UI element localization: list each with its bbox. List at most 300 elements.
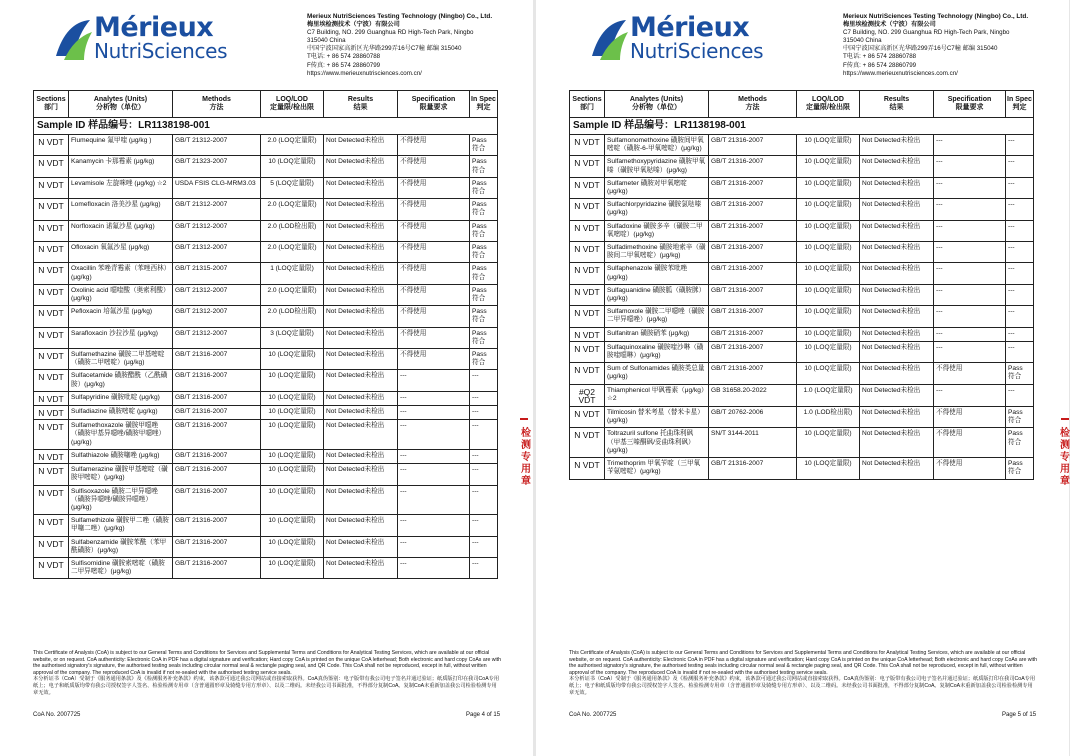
loq-cell: 10 (LOQ定量限) <box>797 458 860 478</box>
in-spec-cell: --- <box>472 538 479 546</box>
table-row <box>34 199 497 220</box>
spec-cell: --- <box>398 464 470 484</box>
company-address <box>843 13 1063 78</box>
analyte-cell: Sulfabenzamide 磺胺苯酰（苯甲酰磺胺）(μg/kg) <box>69 537 173 557</box>
spec-cell: 不得使用 <box>398 242 470 262</box>
table-row <box>570 328 1033 342</box>
analyte-cell: Sulfisoxazole 磺胺二甲异噁唑（磺胺异噁唑/磺胺异噁唑）(μg/kg) <box>69 486 173 515</box>
footer-cn: 本分析证书（CoA）受制于《服务通用条款》及《检测服务补充条款》约束，该条款可通过我公司网站或直接索取获得。CoA真伪鉴别：电子版带有我公司电子签名并通过验证；纸质版打印在我司CoA专用纸上；电子和纸质版均带有我公司授权签字人签名、检验检测专用章（含普通圆形章及骑缝专用方形章）、以及二维码。未经我公司书面批准，不得部分复制CoA。复制CoA未重新加盖我公司检验检测专用章无效。 <box>569 676 1036 696</box>
loq-cell: 10 (LOQ定量限) <box>797 306 860 326</box>
phone: T电话: + 86 574 28860788 <box>843 53 917 61</box>
table-row <box>570 156 1033 177</box>
method-cell: GB/T 21312-2007 <box>173 135 261 155</box>
section-cell: N VDT <box>34 242 69 262</box>
coa-number: CoA No. 2007725 <box>33 712 81 718</box>
loq-cell: 2.0 (LOQ定量限) <box>261 199 324 219</box>
table-row <box>570 135 1033 156</box>
result-cell: Not Detected未检出 <box>860 306 934 326</box>
table-row <box>570 199 1033 220</box>
section-cell: N VDT <box>34 558 69 578</box>
in-spec-cell: --- <box>472 422 479 430</box>
analyte-cell: Sulfaphenazole 磺胺苯吡唑 (μg/kg) <box>605 263 709 283</box>
result-cell: Not Detected未检出 <box>860 285 934 305</box>
analyte-cell: Sulfamerazine 磺胺甲基嘧啶（磺胺甲嘧啶）(μg/kg) <box>69 464 173 484</box>
method-cell: GB/T 21316-2007 <box>709 242 797 262</box>
table-row <box>34 515 497 536</box>
address-line: 315040 China <box>307 37 346 45</box>
table-row <box>570 407 1033 428</box>
section-cell: N VDT <box>34 420 69 449</box>
loq-cell: 10 (LOQ定量限) <box>261 558 324 578</box>
result-cell: Not Detected未检出 <box>860 221 934 241</box>
spec-cell: --- <box>398 450 470 463</box>
spec-cell: 不得使用 <box>398 135 470 155</box>
spec-cell: --- <box>934 328 1006 341</box>
section-cell: N VDT <box>570 407 605 427</box>
analyte-cell: Sulfamonomethoxine 磺胺间甲氧嘧啶（磺胺-6-甲氧嘧啶）(μg/kg) <box>605 135 709 155</box>
method-cell: GB/T 21316-2007 <box>709 263 797 283</box>
seal-mark <box>520 418 528 420</box>
result-cell: Not Detected未检出 <box>324 406 398 419</box>
footer-terms <box>33 650 501 696</box>
company-name-en: Merieux NutriSciences Testing Technology (Ningbo) Co., Ltd. <box>843 13 1029 20</box>
table-row <box>34 306 497 327</box>
section-cell: N VDT <box>34 464 69 484</box>
method-cell: GB 31658.20-2022 <box>709 385 797 406</box>
result-cell: Not Detected未检出 <box>324 558 398 578</box>
result-cell: Not Detected未检出 <box>324 370 398 390</box>
page-number: Page 4 of 15 <box>466 712 501 718</box>
table-row <box>34 486 497 516</box>
loq-cell: 10 (LOQ定量限) <box>797 328 860 341</box>
result-cell: Not Detected未检出 <box>324 392 398 405</box>
loq-cell: 2.0 (LOQ定量限) <box>261 242 324 262</box>
loq-cell: 10 (LOQ定量限) <box>797 242 860 262</box>
method-cell: GB/T 21316-2007 <box>173 515 261 535</box>
header-loq: LOQ/LOD 定量限/检出限 <box>797 91 860 117</box>
method-cell: GB/T 21316-2007 <box>173 420 261 449</box>
website-link[interactable]: https://www.merieuxnutrisciences.com.cn/ <box>307 69 422 77</box>
loq-cell: 10 (LOQ定量限) <box>797 263 860 283</box>
spec-cell: --- <box>934 199 1006 219</box>
section-cell: N VDT <box>34 450 69 463</box>
table-row <box>34 242 497 263</box>
result-cell: Not Detected未检出 <box>860 178 934 198</box>
in-spec-cell: --- <box>472 393 479 401</box>
header-loq: LOQ/LOD 定量限/检出限 <box>261 91 324 117</box>
spec-cell: --- <box>398 537 470 557</box>
result-cell: Not Detected未检出 <box>324 464 398 484</box>
result-cell: Not Detected未检出 <box>860 458 934 478</box>
company-name-cn: 梅里埃检测技术（宁波）有限公司 <box>307 21 400 29</box>
spec-cell: --- <box>934 156 1006 176</box>
loq-cell: 10 (LOQ定量限) <box>797 178 860 198</box>
spec-cell: --- <box>934 135 1006 155</box>
in-spec-cell: Pass 符合 <box>1008 430 1023 446</box>
analyte-cell: Sulfachlorpyridazine 磺胺氯哒嗪 (μg/kg) <box>605 199 709 219</box>
loq-cell: 10 (LOQ定量限) <box>261 486 324 515</box>
method-cell: GB/T 21316-2007 <box>173 370 261 390</box>
phone: T电话: + 86 574 28860788 <box>307 53 381 61</box>
result-cell: Not Detected未检出 <box>860 135 934 155</box>
header-in-spec: In Spec 判定 <box>1007 95 1032 111</box>
section-cell: N VDT <box>570 363 605 383</box>
table-row <box>570 242 1033 263</box>
header-analytes: Analytes (Units) 分析物（单位） <box>605 91 709 117</box>
loq-cell: 10 (LOQ定量限) <box>261 464 324 484</box>
method-cell: GB/T 21315-2007 <box>173 263 261 283</box>
analyte-cell: Thiamphenicol 甲砜霉素（μg/kg）☆2 <box>605 385 709 406</box>
table-row <box>570 342 1033 363</box>
loq-cell: 10 (LOQ定量限) <box>261 406 324 419</box>
table-row <box>34 328 497 349</box>
loq-cell: 10 (LOQ定量限) <box>797 428 860 457</box>
in-spec-cell: Pass 符合 <box>472 351 487 367</box>
method-cell: GB/T 21316-2007 <box>709 221 797 241</box>
loq-cell: 10 (LOQ定量限) <box>261 537 324 557</box>
fax: F传真: + 86 574 28860799 <box>307 61 381 69</box>
footer-cn: 本分析证书（CoA）受制于《服务通用条款》及《检测服务补充条款》约束，该条款可通过我公司网站或直接索取获得。CoA真伪鉴别：电子版带有我公司电子签名并通过验证；纸质版打印在我司CoA专用纸上；电子和纸质版均带有我公司授权签字人签名、检验检测专用章（含普通圆形章及骑缝专用方形章）、以及二维码。未经我公司书面批准，不得部分复制CoA。复制CoA未重新加盖我公司检验检测专用章无效。 <box>33 676 500 696</box>
method-cell: GB/T 21316-2007 <box>709 285 797 305</box>
spec-cell: --- <box>398 420 470 449</box>
analyte-cell: Lomefloxacin 洛美沙星 (μg/kg) <box>69 199 173 219</box>
table-row <box>34 464 497 485</box>
table-body <box>34 135 497 578</box>
analyte-cell: Kanamycin 卡那霉素 (μg/kg) <box>69 156 173 176</box>
loq-cell: 10 (LOQ定量限) <box>261 515 324 535</box>
section-cell: N VDT <box>34 486 69 515</box>
spec-cell: --- <box>398 486 470 515</box>
table-row <box>570 428 1033 458</box>
table-row <box>34 450 497 464</box>
method-cell: GB/T 21316-2007 <box>709 178 797 198</box>
table-row <box>570 385 1033 407</box>
section-cell: N VDT <box>34 221 69 241</box>
fax: F传真: + 86 574 28860799 <box>843 61 917 69</box>
result-cell: Not Detected未检出 <box>860 385 934 406</box>
analyte-cell: Sulfameter 磺胺对甲氧嘧啶 (μg/kg) <box>605 178 709 198</box>
table-header <box>34 91 497 118</box>
loq-cell: 10 (LOQ定量限) <box>261 370 324 390</box>
section-cell: N VDT <box>570 135 605 155</box>
result-cell: Not Detected未检出 <box>324 285 398 305</box>
method-cell: GB/T 21316-2007 <box>173 349 261 369</box>
analyte-cell: Ofloxacin 氧氟沙星 (μg/kg) <box>69 242 173 262</box>
table-row <box>570 363 1033 384</box>
in-spec-cell: --- <box>1008 286 1015 294</box>
analyte-cell: Oxacillin 苯唑青霉素（苯唑西林）(μg/kg) <box>69 263 173 283</box>
spec-cell: --- <box>398 406 470 419</box>
analyte-cell: Sulfaquinoxaline 磺胺喹沙啉（磺胺喹噁啉）(μg/kg) <box>605 342 709 362</box>
logo-text: Mérieux <box>94 12 214 43</box>
paging-seal-right: 检 测 专 用 章 <box>1060 428 1070 487</box>
method-cell: GB/T 21316-2007 <box>173 406 261 419</box>
table-row <box>570 263 1033 284</box>
loq-cell: 1.0 (LOQ定量限) <box>797 385 860 406</box>
in-spec-cell: --- <box>1008 158 1015 166</box>
method-cell: GB/T 21316-2007 <box>709 156 797 176</box>
analyte-cell: Sulfaguanidine 磺胺胍（磺胺脒）(μg/kg) <box>605 285 709 305</box>
header-specification: Specification 限量要求 <box>398 91 470 117</box>
spec-cell: --- <box>934 285 1006 305</box>
method-cell: GB/T 21323-2007 <box>173 156 261 176</box>
result-cell: Not Detected未检出 <box>860 199 934 219</box>
in-spec-cell: --- <box>1008 329 1015 337</box>
header-in-spec: In Spec 判定 <box>471 95 496 111</box>
in-spec-cell: --- <box>472 517 479 525</box>
analyte-cell: Sulfamoxole 磺胺二甲噁唑（磺胺二甲异噁唑）(μg/kg) <box>605 306 709 326</box>
section-cell: N VDT <box>34 199 69 219</box>
section-cell: N VDT <box>570 306 605 326</box>
footer-en: This Certificate of Analysis (CoA) is subject to our General Terms and Conditions for Services and Supplemental Terms and Conditions for Analytical Testing Services, which are available at our official website, or on request. CoA authenticity: Electronic CoA in PDF has a digital signature and verification; Hard copy CoA is printed on the unique CoA letterhead; Both electronic and hard copy CoAs are with the authorised signatory's signature, the authorised testing seals including circular normal seal & rectangle paging seal, and QR Code. This CoA shall not be reproduced, except in full, without written approval of the company. The reproduced CoA is invalid if not re-sealed with the authorised testing service seals. <box>569 650 1037 676</box>
result-cell: Not Detected未检出 <box>324 537 398 557</box>
loq-cell: 10 (LOQ定量限) <box>261 156 324 176</box>
method-cell: GB/T 21316-2007 <box>709 328 797 341</box>
section-cell: N VDT <box>34 537 69 557</box>
section-cell: N VDT <box>570 458 605 478</box>
in-spec-cell: Pass 符合 <box>472 201 487 217</box>
in-spec-cell: Pass 符合 <box>472 179 487 196</box>
loq-cell: 10 (LOQ定量限) <box>797 285 860 305</box>
table-row <box>570 178 1033 199</box>
method-cell: GB/T 21312-2007 <box>173 242 261 262</box>
table-row <box>34 420 497 450</box>
spec-cell: --- <box>934 306 1006 326</box>
logo-mark-icon <box>588 16 632 64</box>
result-cell: Not Detected未检出 <box>860 156 934 176</box>
analyte-cell: Levamisole 左旋咪唑 (μg/kg) ☆2 <box>69 178 173 198</box>
analyte-cell: Tilmicosin 替米考星（替米卡星）(μg/kg) <box>605 407 709 427</box>
section-cell: N VDT <box>570 263 605 283</box>
address-line: 中国宁波国家高新区光华路299弄16号C7幢 邮编 315040 <box>843 45 998 53</box>
loq-cell: 10 (LOQ定量限) <box>797 363 860 383</box>
method-cell: USDA FSIS CLG-MRM3.03 <box>173 178 261 198</box>
spec-cell: 不得使用 <box>398 156 470 176</box>
analyte-cell: Flumequine 氟甲喹 (μg/kg ) <box>69 135 173 155</box>
in-spec-cell: --- <box>1008 179 1015 187</box>
spec-cell: --- <box>398 370 470 390</box>
section-cell: N VDT <box>570 342 605 362</box>
section-cell: N VDT <box>570 285 605 305</box>
result-cell: Not Detected未检出 <box>324 156 398 176</box>
analyte-cell: Sulfathiazole 磺胺噻唑 (μg/kg) <box>69 450 173 463</box>
in-spec-cell: --- <box>1008 137 1015 144</box>
table-row <box>34 263 497 284</box>
analyte-cell: Sulfapyridine 磺胺吡啶 (μg/kg) <box>69 392 173 405</box>
result-cell: Not Detected未检出 <box>860 342 934 362</box>
loq-cell: 2.0 (LOD检出限) <box>261 306 324 326</box>
analyte-cell: Sulfanitran 磺胺硝苯 (μg/kg) <box>605 328 709 341</box>
loq-cell: 1 (LOQ定量限) <box>261 263 324 283</box>
section-cell: N VDT <box>34 515 69 535</box>
loq-cell: 10 (LOQ定量限) <box>261 420 324 449</box>
table-row <box>34 558 497 578</box>
section-cell: #Q2 VDT <box>570 385 605 406</box>
header-methods: Methods 方法 <box>173 91 261 117</box>
address-line: 中国宁波国家高新区光华路299弄16号C7幢 邮编 315040 <box>307 45 462 53</box>
in-spec-cell: --- <box>472 408 479 416</box>
method-cell: GB/T 20762-2006 <box>709 407 797 427</box>
loq-cell: 2.0 (LOD检出限) <box>261 221 324 241</box>
result-cell: Not Detected未检出 <box>324 306 398 326</box>
table-row <box>34 349 497 370</box>
in-spec-cell: Pass 符合 <box>472 308 487 324</box>
result-cell: Not Detected未检出 <box>324 242 398 262</box>
section-cell: N VDT <box>34 406 69 419</box>
loq-cell: 2.0 (LOQ定量限) <box>261 135 324 155</box>
section-cell: N VDT <box>570 428 605 457</box>
loq-cell: 10 (LOQ定量限) <box>261 450 324 463</box>
spec-cell: --- <box>934 342 1006 362</box>
in-spec-cell: --- <box>472 451 479 459</box>
spec-cell: 不得使用 <box>934 458 1006 478</box>
footer-terms <box>569 650 1037 696</box>
website-link[interactable]: https://www.merieuxnutrisciences.com.cn/ <box>843 69 958 77</box>
section-cell: N VDT <box>570 221 605 241</box>
method-cell: GB/T 21316-2007 <box>709 135 797 155</box>
address-line: C7 Building, NO. 299 Guanghua RD High-Tech Park, Ningbo <box>843 29 1010 37</box>
loq-cell: 10 (LOQ定量限) <box>797 221 860 241</box>
section-cell: N VDT <box>34 263 69 283</box>
logo-subtext: NutriSciences <box>94 39 228 63</box>
in-spec-cell: Pass 符合 <box>1008 460 1023 476</box>
result-cell: Not Detected未检出 <box>324 349 398 369</box>
spec-cell: 不得使用 <box>934 407 1006 427</box>
results-table <box>569 90 1034 480</box>
header-results: Results 结果 <box>860 91 934 117</box>
spec-cell: 不得使用 <box>398 199 470 219</box>
method-cell: GB/T 21316-2007 <box>709 458 797 478</box>
loq-cell: 10 (LOQ定量限) <box>797 135 860 155</box>
logo-subtext: NutriSciences <box>630 39 764 63</box>
table-row <box>34 178 497 199</box>
analyte-cell: Pefloxacin 培氟沙星 (μg/kg) <box>69 306 173 326</box>
footer-en: This Certificate of Analysis (CoA) is subject to our General Terms and Conditions for Services and Supplemental Terms and Conditions for Analytical Testing Services, which are available at our official website, or on request. CoA authenticity: Electronic CoA in PDF has a digital signature and verification; Hard copy CoA is printed on the unique CoA letterhead; Both electronic and hard copy CoAs are with the authorised signatory's signature, the authorised testing seals including circular normal seal & rectangle paging seal, and QR Code. This CoA shall not be reproduced, except in full, without written approval of the company. The reproduced CoA is invalid if not re-sealed with the authorised testing service seals. <box>33 650 501 676</box>
table-row <box>570 285 1033 306</box>
analyte-cell: Sum of Sulfonamides 磺胺类总量 (μg/kg) <box>605 363 709 383</box>
section-cell: N VDT <box>34 156 69 176</box>
analyte-cell: Sulfamethoxazole 磺胺甲噁唑（磺胺甲基异噁唑/磺胺甲噁唑）(μg/kg) <box>69 420 173 449</box>
loq-cell: 1.0 (LOD检出限) <box>797 407 860 427</box>
section-cell: N VDT <box>570 156 605 176</box>
coa-number: CoA No. 2007725 <box>569 712 617 718</box>
seal-mark <box>1061 418 1069 420</box>
analyte-cell: Sarafloxacin 沙拉沙星 (μg/kg) <box>69 328 173 348</box>
company-address <box>307 13 527 78</box>
analyte-cell: Trimethoprim 甲氧苄啶（三甲氧苄氨嘧啶）(μg/kg) <box>605 458 709 478</box>
section-cell: N VDT <box>34 328 69 348</box>
analyte-cell: Sulfisomidine 磺胺索嘧啶（磺胺二甲异嘧啶）(μg/kg) <box>69 558 173 578</box>
section-cell: N VDT <box>34 178 69 198</box>
result-cell: Not Detected未检出 <box>860 428 934 457</box>
method-cell: GB/T 21312-2007 <box>173 221 261 241</box>
table-row <box>34 406 497 420</box>
method-cell: GB/T 21316-2007 <box>173 392 261 405</box>
method-cell: GB/T 21316-2007 <box>173 486 261 515</box>
section-cell: N VDT <box>34 349 69 369</box>
in-spec-cell: --- <box>1008 201 1015 209</box>
section-cell: N VDT <box>570 242 605 262</box>
analyte-cell: Toltrazuril sulfone 托曲珠利砜（甲基三嗪酮砜/妥曲珠利砜）(μg/kg) <box>605 428 709 457</box>
page-left <box>0 0 533 756</box>
paging-seal-left: 检 测 专 用 章 <box>521 428 531 487</box>
table-header <box>570 91 1033 118</box>
analyte-cell: Sulfadoxine 磺胺多辛（磺胺二甲氧嘧啶）(μg/kg) <box>605 221 709 241</box>
header-analytes: Analytes (Units) 分析物（单位） <box>69 91 173 117</box>
section-cell: N VDT <box>34 135 69 155</box>
loq-cell: 10 (LOQ定量限) <box>797 342 860 362</box>
loq-cell: 10 (LOQ定量限) <box>261 392 324 405</box>
spec-cell: --- <box>934 178 1006 198</box>
method-cell: GB/T 21316-2007 <box>173 537 261 557</box>
in-spec-cell: --- <box>472 372 479 380</box>
spec-cell: 不得使用 <box>398 178 470 198</box>
in-spec-cell: Pass 符合 <box>1008 409 1023 425</box>
result-cell: Not Detected未检出 <box>324 178 398 198</box>
in-spec-cell: --- <box>1008 265 1015 273</box>
table-row <box>34 221 497 242</box>
section-cell: N VDT <box>34 392 69 405</box>
table-row <box>570 458 1033 478</box>
analyte-cell: Sulfadimethoxine 磺胺地索辛（磺胺间二甲氧嘧啶）(μg/kg) <box>605 242 709 262</box>
in-spec-cell: Pass 符合 <box>472 265 487 281</box>
page-number: Page 5 of 15 <box>1002 712 1037 718</box>
method-cell: GB/T 21316-2007 <box>709 199 797 219</box>
loq-cell: 10 (LOQ定量限) <box>797 199 860 219</box>
result-cell: Not Detected未检出 <box>324 135 398 155</box>
company-logo <box>588 12 764 66</box>
sample-id: Sample ID 样品编号：LR1138198-001 <box>34 118 497 135</box>
table-row <box>34 285 497 306</box>
analyte-cell: Norfloxacin 诺氟沙星 (μg/kg) <box>69 221 173 241</box>
page-right <box>536 0 1069 756</box>
company-name-en: Merieux NutriSciences Testing Technology (Ningbo) Co., Ltd. <box>307 13 493 20</box>
method-cell: GB/T 21312-2007 <box>173 285 261 305</box>
in-spec-cell: Pass 符合 <box>1008 365 1023 381</box>
header-specification: Specification 限量要求 <box>934 91 1006 117</box>
result-cell: Not Detected未检出 <box>324 199 398 219</box>
result-cell: Not Detected未检出 <box>324 486 398 515</box>
sample-id: Sample ID 样品编号：LR1138198-001 <box>570 118 1033 135</box>
section-cell: N VDT <box>570 328 605 341</box>
in-spec-cell: --- <box>472 487 479 495</box>
spec-cell: --- <box>934 263 1006 283</box>
table-row <box>34 156 497 177</box>
result-cell: Not Detected未检出 <box>324 328 398 348</box>
section-cell: N VDT <box>34 370 69 390</box>
spec-cell: --- <box>934 242 1006 262</box>
company-name-cn: 梅里埃检测技术（宁波）有限公司 <box>843 21 936 29</box>
result-cell: Not Detected未检出 <box>860 407 934 427</box>
loq-cell: 5 (LOQ定量限) <box>261 178 324 198</box>
spec-cell: 不得使用 <box>398 221 470 241</box>
method-cell: GB/T 21312-2007 <box>173 306 261 326</box>
company-logo <box>52 12 228 66</box>
table-row <box>570 221 1033 242</box>
analyte-cell: Sulfacetamide 磺胺醋酰（乙酰磺胺）(μg/kg) <box>69 370 173 390</box>
header-results: Results 结果 <box>324 91 398 117</box>
result-cell: Not Detected未检出 <box>324 420 398 449</box>
spec-cell: 不得使用 <box>398 306 470 326</box>
spec-cell: 不得使用 <box>398 285 470 305</box>
method-cell: SN/T 3144-2011 <box>709 428 797 457</box>
in-spec-cell: --- <box>1008 244 1015 252</box>
spec-cell: 不得使用 <box>934 363 1006 383</box>
header-methods: Methods 方法 <box>709 91 797 117</box>
in-spec-cell: --- <box>1008 343 1015 351</box>
analyte-cell: Sulfamethazine 磺胺二甲基嘧啶（磺胺二甲嘧啶）(μg/kg) <box>69 349 173 369</box>
spec-cell: --- <box>934 385 1006 406</box>
